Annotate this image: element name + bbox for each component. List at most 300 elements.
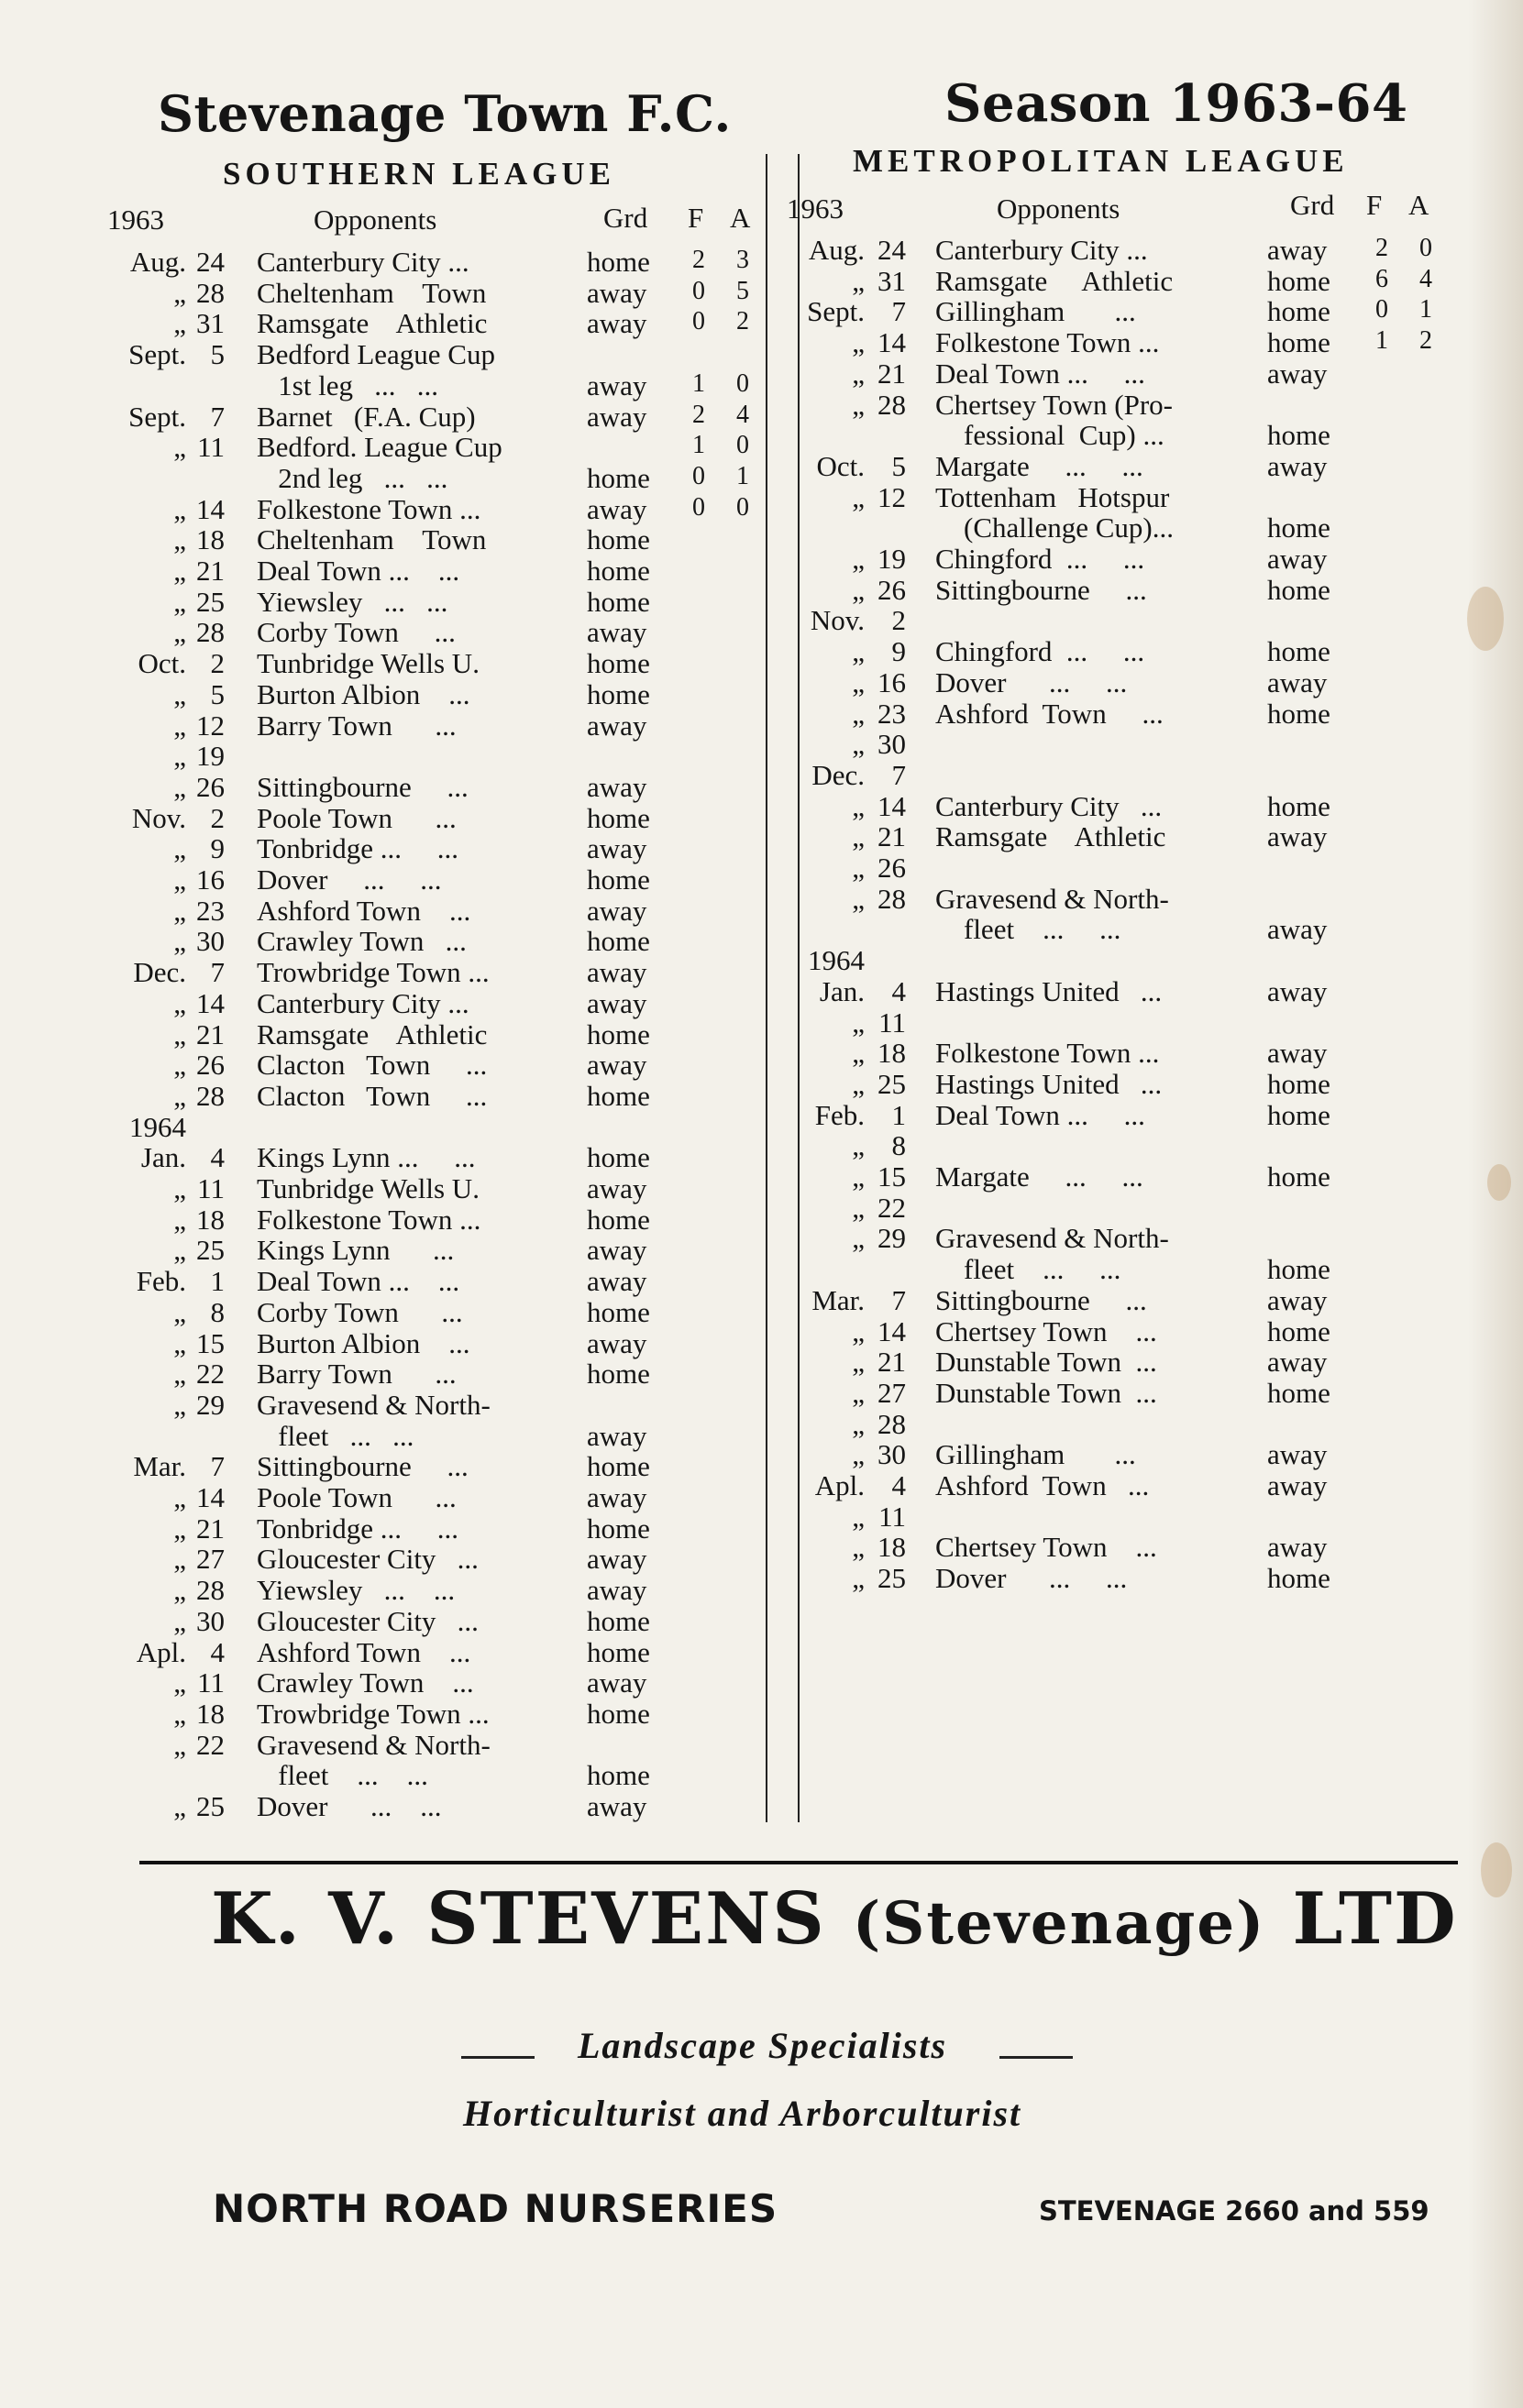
fixture-ground: away: [1267, 1469, 1328, 1501]
advert-company-name: [211, 1877, 1458, 1961]
fixture-day: 15: [196, 1326, 225, 1359]
fixture-row: [0, 1636, 1523, 1667]
fixture-ground: home: [587, 925, 650, 958]
fixture-row: [0, 1253, 1523, 1284]
metro-opponents-header: Opponents: [997, 192, 1120, 225]
fixture-opponent: Trowbridge Town ...: [257, 1697, 490, 1730]
fixture-ground: away: [587, 894, 647, 927]
fixture-goals-against: 0: [736, 431, 749, 460]
fixture-ground: away: [587, 1666, 647, 1699]
fixture-ground: away: [587, 770, 647, 803]
fixture-day: 28: [196, 616, 225, 649]
fixture-day: 31: [877, 264, 906, 297]
fixture-row: [0, 913, 1523, 944]
fixture-ground: away: [1267, 1283, 1328, 1316]
fixture-ground: home: [1267, 573, 1330, 606]
fixture-opponent: Ramsgate Athletic: [935, 820, 1166, 853]
fixture-month: „: [852, 882, 865, 915]
fixture-ground: home: [1267, 1253, 1330, 1286]
fixture-ground: home: [587, 1635, 650, 1668]
fixture-opponent: Dover ... ...: [935, 1562, 1128, 1595]
fixture-opponent: Ashford Town ...: [257, 894, 471, 927]
fixture-goals-against: 1: [736, 461, 749, 490]
fixture-opponent: Gravesend & North-: [257, 1388, 491, 1421]
tagline-dash-right: [999, 2056, 1073, 2059]
fixture-day: 7: [891, 758, 906, 791]
fixture-opponent: Clacton Town ...: [257, 1079, 488, 1112]
fixture-month: „: [173, 986, 186, 1019]
fixture-row: [0, 790, 1523, 821]
fixture-goals-for: 1: [692, 431, 705, 460]
fixture-month: „: [173, 1666, 186, 1699]
fixture-opponent: Gravesend & North-: [935, 1222, 1169, 1255]
fixture-day: 7: [210, 400, 225, 433]
fixture-month: „: [173, 1388, 186, 1421]
fixture-day: 15: [877, 1160, 906, 1193]
fixture-month: „: [852, 1191, 865, 1224]
fixture-opponent: fleet ... ...: [257, 1419, 414, 1452]
fixture-month: „: [173, 925, 186, 958]
fixture-day: 25: [196, 585, 225, 618]
fixture-day: 23: [196, 894, 225, 927]
fixture-opponent: Gillingham ...: [935, 295, 1136, 328]
fixture-ground: away: [1267, 1037, 1328, 1070]
fixture-row: [0, 1698, 1523, 1729]
fixture-month: „: [852, 480, 865, 513]
fixture-goals-against: 2: [736, 307, 749, 336]
fixture-month: „: [173, 431, 186, 464]
fixture-day: 28: [877, 1407, 906, 1440]
fixture-day: 12: [196, 709, 225, 742]
fixture-opponent: Chertsey Town ...: [935, 1314, 1157, 1347]
fixture-day: 21: [877, 1346, 906, 1379]
fixture-month: Sept.: [128, 400, 186, 433]
fixture-ground: away: [587, 368, 647, 401]
fixture-month: Jan.: [819, 974, 865, 1007]
fixture-day: 4: [891, 1469, 906, 1501]
fixture-ground: home: [1267, 295, 1330, 328]
fixture-month: „: [852, 326, 865, 359]
fixture-day: 25: [196, 1234, 225, 1267]
fixture-ground: home: [587, 246, 650, 278]
fixture-goals-for: 1: [692, 368, 705, 398]
advert-phone: STEVENAGE 2660 and 559: [1039, 2195, 1429, 2227]
fixture-ground: away: [587, 832, 647, 865]
fixture-ground: away: [1267, 1438, 1328, 1471]
advert-divider: [139, 1861, 1458, 1864]
fixture-month: Apl.: [814, 1469, 865, 1501]
fixture-month: Aug.: [129, 246, 186, 278]
fixture-ground: away: [1267, 1346, 1328, 1379]
fixture-goals-against: 2: [1419, 326, 1432, 356]
fixture-month: „: [173, 1203, 186, 1236]
fixture-ground: home: [1267, 1562, 1330, 1595]
fixture-opponent: fleet ... ...: [935, 913, 1121, 946]
fixture-opponent: Folkestone Town ...: [257, 1203, 481, 1236]
fixture-day: 29: [196, 1388, 225, 1421]
fixture-row: [0, 1790, 1523, 1821]
fixture-row: [0, 1129, 1523, 1160]
fixture-month: „: [173, 1512, 186, 1545]
fixture-opponent: Deal Town ... ...: [257, 555, 460, 587]
fixture-row: [0, 1438, 1523, 1469]
fixture-ground: away: [1267, 820, 1328, 853]
fixture-day: 26: [877, 573, 906, 606]
fixture-opponent: Canterbury City ...: [935, 234, 1148, 266]
fixture-ground: away: [587, 1234, 647, 1267]
fixture-ground: home: [587, 1759, 650, 1792]
metropolitan-league-heading: METROPOLITAN LEAGUE: [853, 143, 1349, 179]
fixture-day: 18: [877, 1531, 906, 1564]
fixture-month: „: [173, 770, 186, 803]
fixture-row: [0, 728, 1523, 759]
fixture-goals-against: 0: [736, 492, 749, 522]
fixture-row: [0, 1377, 1523, 1408]
fixture-opponent: Deal Town ... ...: [935, 1098, 1145, 1131]
fixture-opponent: fleet ... ...: [935, 1253, 1121, 1286]
fixture-opponent: (Challenge Cup)...: [935, 511, 1175, 544]
fixture-day: 22: [196, 1358, 225, 1391]
fixture-month: Feb.: [136, 1265, 186, 1298]
fixture-day: 26: [877, 852, 906, 884]
fixture-row: [0, 1531, 1523, 1562]
fixture-month: „: [173, 740, 186, 773]
fixture-ground: home: [587, 801, 650, 834]
fixture-ground: home: [587, 1604, 650, 1637]
fixture-row: [0, 481, 1523, 512]
fixture-ground: home: [587, 647, 650, 680]
southern-league-heading: SOUTHERN LEAGUE: [223, 156, 615, 192]
fixture-opponent: Crawley Town ...: [257, 925, 467, 958]
fixture-opponent: Trowbridge Town ...: [257, 956, 490, 989]
fixture-month: Nov.: [810, 604, 865, 637]
fixture-opponent: Tunbridge Wells U.: [257, 647, 480, 680]
fixture-goals-against: 4: [736, 400, 749, 429]
fixture-month: „: [852, 697, 865, 730]
fixture-row: [0, 666, 1523, 698]
fixture-ground: home: [1267, 789, 1330, 822]
fixture-day: 11: [878, 1500, 906, 1533]
fixture-opponent: Gravesend & North-: [935, 882, 1169, 915]
fixture-goals-against: 0: [736, 368, 749, 398]
fixture-day: 1: [210, 1265, 225, 1298]
fixture-month: „: [852, 357, 865, 390]
fixture-day: 5: [210, 338, 225, 371]
fixture-day: 2: [210, 801, 225, 834]
fixture-goals-for: 2: [692, 246, 705, 274]
southern-grd-header: Grd: [603, 202, 648, 234]
fixture-day: 16: [196, 863, 225, 896]
fixture-ground: home: [1267, 1098, 1330, 1131]
fixture-day: 1: [891, 1098, 906, 1131]
fixture-day: 28: [877, 388, 906, 421]
fixture-opponent: Poole Town ...: [257, 1481, 457, 1513]
fixture-month: „: [852, 728, 865, 761]
fixture-ground: home: [587, 1358, 650, 1391]
fixture-month: „: [173, 677, 186, 710]
fixture-opponent: Canterbury City ...: [935, 789, 1163, 822]
fixture-month: Apl.: [136, 1635, 186, 1668]
fixture-opponent: Kings Lynn ...: [257, 1234, 455, 1267]
fixture-opponent: Chingford ... ...: [935, 635, 1145, 668]
fixture-month: Aug.: [808, 234, 865, 266]
fixture-row: [0, 419, 1523, 450]
fixture-month: „: [173, 709, 186, 742]
fixture-opponent: Folkestone Town ...: [935, 1037, 1160, 1070]
fixture-opponent: Ashford Town ...: [935, 1469, 1150, 1501]
fixture-day: 24: [196, 246, 225, 278]
fixture-ground: away: [587, 307, 647, 340]
fixture-row: [0, 944, 1523, 975]
fixture-opponent: Ramsgate Athletic: [257, 307, 488, 340]
fixture-opponent: Canterbury City ...: [257, 246, 469, 278]
fixture-ground: home: [1267, 419, 1330, 452]
fixture-ground: away: [587, 400, 647, 433]
fixture-ground: home: [1267, 635, 1330, 668]
fixture-day: 31: [196, 307, 225, 340]
fixture-goals-against: 4: [1419, 264, 1432, 293]
fixture-row: [0, 852, 1523, 883]
fixture-ground: home: [587, 1450, 650, 1483]
fixture-day: 11: [878, 1006, 906, 1039]
fixture-ground: home: [1267, 1160, 1330, 1193]
fixture-month: „: [173, 307, 186, 340]
fixture-row: [0, 1408, 1523, 1439]
fixture-day: 21: [877, 357, 906, 390]
fixture-month: Oct.: [138, 647, 186, 680]
fixture-month: „: [173, 1543, 186, 1576]
fixture-day: 4: [210, 1141, 225, 1174]
fixture-row: [0, 1099, 1523, 1130]
fixture-month: „: [173, 832, 186, 865]
fixture-ground: home: [587, 1295, 650, 1328]
fixture-day: 21: [196, 555, 225, 587]
fixture-goals-for: 1: [1375, 326, 1388, 356]
fixture-month: „: [852, 264, 865, 297]
fixture-month: Nov.: [131, 801, 186, 834]
fixture-opponent: Chertsey Town (Pro-: [935, 388, 1174, 421]
advert-tagline-horticulturist: Horticulturist and Arborculturist: [463, 2093, 1022, 2134]
fixture-day: 7: [210, 956, 225, 989]
fixture-day: 24: [877, 234, 906, 266]
fixture-month: „: [852, 1346, 865, 1379]
fixture-ground: away: [1267, 357, 1328, 390]
fixture-month: „: [173, 1481, 186, 1513]
fixture-opponent: Crawley Town ...: [257, 1666, 474, 1699]
fixture-day: 16: [877, 665, 906, 698]
fixture-month: „: [173, 1697, 186, 1730]
fixture-row: [0, 1160, 1523, 1192]
fixture-row: [0, 820, 1523, 852]
fixture-ground: away: [1267, 974, 1328, 1007]
fixture-row: [0, 1605, 1523, 1636]
fixture-day: 29: [877, 1222, 906, 1255]
fixture-row: [0, 1315, 1523, 1347]
fixture-day: 12: [877, 480, 906, 513]
fixture-day: 14: [877, 1314, 906, 1347]
fixture-month: Oct.: [816, 449, 865, 482]
fixture-goals-for: 2: [1375, 234, 1388, 262]
fixture-opponent: Bedford League Cup: [257, 338, 495, 371]
fixture-month: „: [852, 789, 865, 822]
fixture-row: [0, 1346, 1523, 1377]
fixture-opponent: Dunstable Town ...: [935, 1346, 1157, 1379]
fixture-row: [0, 604, 1523, 635]
fixture-ground: home: [587, 555, 650, 587]
fixture-opponent: Sittingbourne ...: [257, 770, 469, 803]
fixture-day: 2: [210, 647, 225, 680]
fixture-day: 22: [877, 1191, 906, 1224]
fixture-ground: away: [1267, 665, 1328, 698]
fixture-ground: away: [1267, 449, 1328, 482]
fixture-opponent: Poole Town ...: [257, 801, 457, 834]
fixture-ground: away: [587, 1419, 647, 1452]
fixture-month: „: [852, 665, 865, 698]
fixture-opponent: fleet ... ...: [257, 1759, 428, 1792]
fixture-opponent: Tonbridge ... ...: [257, 1512, 458, 1545]
fixture-month: „: [852, 1037, 865, 1070]
company-paren: (Stevenage): [852, 1889, 1266, 1958]
fixture-ground: home: [587, 1512, 650, 1545]
fixture-month: Sept.: [807, 295, 865, 328]
fixture-ground: away: [1267, 1531, 1328, 1564]
fixture-month: „: [173, 585, 186, 618]
fixture-ground: home: [1267, 264, 1330, 297]
advert-tagline-landscape: Landscape Specialists: [578, 2025, 948, 2066]
fixture-row: [0, 975, 1523, 1006]
fixture-row: [0, 883, 1523, 914]
fixture-day: 22: [196, 1728, 225, 1761]
fixture-opponent: Dover ... ...: [257, 1790, 442, 1822]
fixture-opponent: Chingford ... ...: [935, 543, 1145, 575]
fixture-day: 7: [891, 295, 906, 328]
fixture-month: „: [852, 1500, 865, 1533]
fixture-month: „: [173, 276, 186, 309]
fixture-month: „: [173, 1728, 186, 1761]
fixture-month: „: [173, 863, 186, 896]
fixture-opponent: Folkestone Town ...: [257, 492, 481, 525]
fixture-opponent: Ramsgate Athletic: [257, 1017, 488, 1050]
fixture-day: 27: [196, 1543, 225, 1576]
fixture-month: Mar.: [811, 1283, 865, 1316]
fixture-opponent: Chertsey Town ...: [935, 1531, 1157, 1564]
fixture-row: [0, 635, 1523, 666]
fixture-row: [0, 1192, 1523, 1223]
fixture-row: [0, 1222, 1523, 1253]
fixture-opponent: Burton Albion ...: [257, 677, 470, 710]
fixture-ground: home: [1267, 326, 1330, 359]
fixture-row: [0, 1068, 1523, 1099]
fixture-month: Mar.: [133, 1450, 186, 1483]
fixture-row: [0, 1284, 1523, 1315]
fixture-ground: home: [1267, 511, 1330, 544]
fixture-opponent: Dunstable Town ...: [935, 1376, 1157, 1409]
fixture-opponent: Dover ... ...: [257, 863, 442, 896]
fixture-ground: home: [587, 677, 650, 710]
fixture-opponent: Tonbridge ... ...: [257, 832, 458, 865]
fixture-day: 21: [196, 1017, 225, 1050]
fixture-opponent: Hastings United ...: [935, 1067, 1163, 1100]
paper-stain: [1481, 1842, 1512, 1897]
fixture-goals-for: 2: [692, 400, 705, 429]
fixture-row: [0, 357, 1523, 389]
company-main: K. V. STEVENS: [211, 1877, 826, 1961]
fixture-day: 30: [196, 1604, 225, 1637]
fixture-day: 19: [196, 740, 225, 773]
fixture-day: 2: [891, 604, 906, 637]
fixture-day: 5: [210, 677, 225, 710]
fixture-day: 27: [877, 1376, 906, 1409]
fixture-opponent: Ashford Town ...: [257, 1635, 471, 1668]
fixture-row: [0, 1469, 1523, 1501]
fixture-opponent: Kings Lynn ... ...: [257, 1141, 476, 1174]
fixture-opponent: fessional Cup) ...: [935, 419, 1164, 452]
fixture-ground: away: [587, 709, 647, 742]
fixture-ground: away: [587, 1172, 647, 1204]
fixture-day: 25: [877, 1562, 906, 1595]
fixture-month: „: [173, 894, 186, 927]
fixture-day: 19: [877, 543, 906, 575]
fixture-row: [0, 1562, 1523, 1593]
fixture-day: 11: [197, 1666, 225, 1699]
fixture-month: „: [173, 1172, 186, 1204]
fixture-month: Dec.: [811, 758, 865, 791]
fixture-ground: home: [587, 1697, 650, 1730]
fixture-opponent: Ramsgate Athletic: [935, 264, 1174, 297]
fixture-ground: away: [587, 616, 647, 649]
fixture-month: „: [852, 1314, 865, 1347]
fixture-day: 14: [196, 986, 225, 1019]
tagline-dash-left: [461, 2056, 535, 2059]
fixture-day: 5: [891, 449, 906, 482]
fixture-opponent: Gravesend & North-: [257, 1728, 491, 1761]
fixture-month: „: [173, 1049, 186, 1082]
fixture-opponent: Bedford. League Cup: [257, 431, 502, 464]
fixture-ground: away: [587, 1481, 647, 1513]
fixture-month: „: [173, 1017, 186, 1050]
fixture-opponent: Gloucester City ...: [257, 1604, 479, 1637]
fixture-day: 14: [877, 789, 906, 822]
fixture-day: 18: [877, 1037, 906, 1070]
fixture-month: „: [173, 616, 186, 649]
southern-year-label: 1963: [107, 203, 164, 236]
fixture-month: „: [852, 852, 865, 884]
fixture-month: 1964: [129, 1110, 186, 1143]
fixture-day: 18: [196, 1697, 225, 1730]
fixture-ground: away: [1267, 913, 1328, 946]
advert-address: NORTH ROAD NURSERIES: [213, 2186, 778, 2231]
fixture-day: 21: [196, 1512, 225, 1545]
fixture-row: [0, 389, 1523, 420]
fixture-goals-against: 0: [1419, 234, 1432, 262]
fixture-opponent: Barry Town ...: [257, 1358, 457, 1391]
fixture-ground: home: [587, 1141, 650, 1174]
fixture-day: 4: [210, 1635, 225, 1668]
fixture-ground: away: [587, 276, 647, 309]
fixture-opponent: Deal Town ... ...: [935, 357, 1145, 390]
fixture-ground: home: [587, 1017, 650, 1050]
fixture-row: [0, 1037, 1523, 1068]
fixture-goals-against: 3: [736, 246, 749, 274]
fixture-goals-for: 0: [692, 492, 705, 522]
fixture-month: Sept.: [128, 338, 186, 371]
fixture-month: 1964: [808, 944, 865, 977]
fixture-day: 30: [196, 925, 225, 958]
fixture-month: „: [173, 1079, 186, 1112]
fixture-ground: away: [587, 1574, 647, 1607]
fixture-opponent: Deal Town ... ...: [257, 1265, 460, 1298]
fixture-ground: home: [1267, 1067, 1330, 1100]
